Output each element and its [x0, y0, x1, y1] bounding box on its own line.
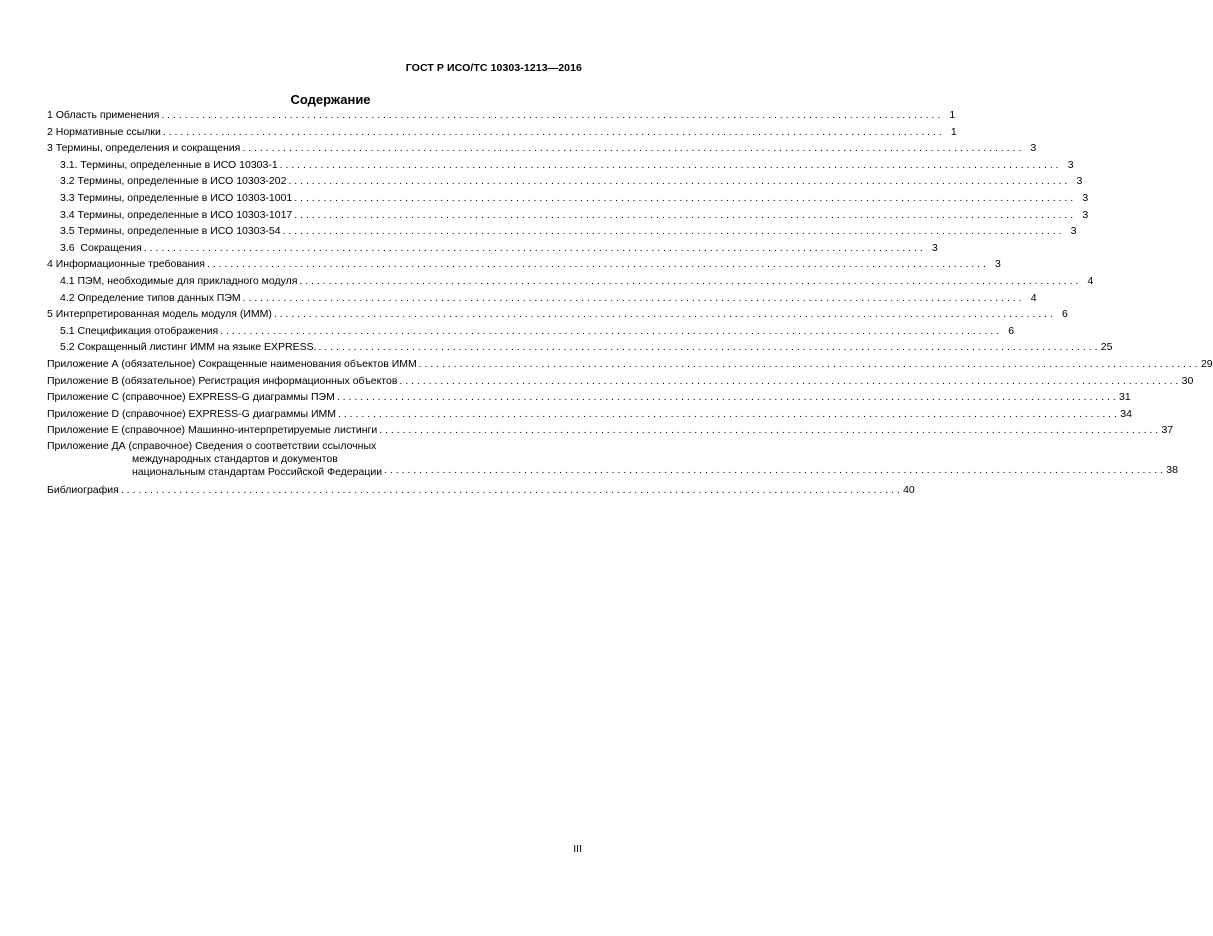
toc-entry-page: 6 [1061, 308, 1068, 321]
toc-entry-3-4[interactable] [47, 207, 1089, 224]
toc-entry-label: 5.1 Спецификация отображения [60, 324, 219, 337]
dot-leader [288, 173, 1067, 190]
toc-entry-bibliography[interactable] [47, 482, 915, 499]
toc-entry-page: 4 [1030, 291, 1037, 304]
dot-leader [384, 462, 1163, 479]
toc-entry-page: 29 [1200, 357, 1213, 370]
toc-entry-page: 3 [1070, 225, 1077, 238]
toc-entry-page: 30 [1181, 374, 1194, 387]
page-number: III [573, 843, 582, 855]
toc-entry-4-2[interactable] [47, 290, 1037, 307]
toc-entry-page: 1 [950, 125, 957, 138]
toc-entry-page: 40 [903, 483, 915, 496]
table-of-contents [47, 107, 1213, 498]
dot-leader [163, 124, 942, 141]
toc-entry-3-1[interactable] [47, 157, 1074, 174]
toc-entry-5[interactable] [47, 306, 1068, 323]
dot-leader [207, 256, 986, 273]
dot-leader [121, 482, 900, 499]
dot-leader [161, 107, 940, 124]
contents-title: Содержание [290, 92, 371, 107]
dot-leader [220, 323, 999, 340]
toc-entry-5-1[interactable] [47, 323, 1015, 340]
toc-entry-label: 3.5 Термины, определенные в ИСО 10303-54 [60, 225, 281, 238]
toc-entry-label: Приложение В (обязательное) Регистрация информационных объектов [47, 374, 398, 387]
dot-leader [242, 140, 1021, 157]
toc-entry-4-1[interactable] [47, 273, 1094, 290]
dot-leader [299, 273, 1078, 290]
toc-entry-appendix-e[interactable] [47, 422, 1174, 439]
toc-entry-label: Приложение А (обязательное) Сокращенные наименования объектов ИММ [47, 357, 417, 370]
toc-entry-label: Библиография [47, 483, 119, 496]
toc-entry-label: 4 Информационные требования [47, 258, 205, 271]
dot-leader [338, 406, 1117, 423]
toc-entry-label: 4.2 Определение типов данных ПЭМ [60, 291, 241, 304]
dot-leader [294, 207, 1073, 224]
toc-entry-2[interactable] [47, 124, 957, 141]
dot-leader [280, 157, 1059, 174]
toc-entry-appendix-d[interactable] [47, 406, 1132, 423]
toc-entry-page: 3 [1067, 158, 1074, 171]
toc-entry-tail [382, 462, 1178, 479]
toc-entry-page: 25 [1100, 341, 1113, 354]
toc-entry-appendix-da[interactable] [47, 439, 1178, 479]
toc-entry-3-5[interactable] [47, 223, 1077, 240]
toc-entry-3-6[interactable] [47, 240, 938, 257]
toc-entry-page: 4 [1087, 274, 1094, 287]
toc-entry-page: 6 [1008, 324, 1015, 337]
dot-leader [274, 306, 1053, 323]
toc-entry-label: 4.1 ПЭМ, необходимые для прикладного модуля [60, 274, 298, 287]
toc-entry-label-line2: международных стандартов и документов [132, 452, 338, 465]
dot-leader [337, 389, 1116, 406]
dot-leader [379, 422, 1158, 439]
toc-entry-label-line1: Приложение ДА (справочное) Сведения о соответствии ссылочных [47, 439, 377, 452]
document-code-header: ГОСТ Р ИСО/ТС 10303-1213—2016 [405, 62, 582, 74]
toc-entry-5-2[interactable] [47, 339, 1113, 356]
toc-entry-page: 37 [1161, 424, 1174, 437]
toc-entry-label: 3.1. Термины, определенные в ИСО 10303-1 [60, 158, 278, 171]
toc-entry-3-2[interactable] [47, 173, 1083, 190]
toc-entry-page: 34 [1120, 407, 1132, 420]
toc-entry-page: 3 [931, 241, 938, 254]
toc-entry-page: 3 [1076, 175, 1083, 188]
toc-entry-label: 3.3 Термины, определенные в ИСО 10303-1001 [60, 191, 293, 204]
toc-entry-label: 5 Интерпретированная модель модуля (ИММ) [47, 308, 272, 321]
dot-leader [294, 190, 1073, 207]
dot-leader [319, 339, 1098, 356]
toc-entry-page: 3 [1082, 208, 1089, 221]
toc-entry-label-line3: национальным стандартам Российской Федерации [132, 465, 383, 478]
toc-entry-label: 3.6 Сокращения [60, 241, 142, 254]
toc-entry-4[interactable] [47, 256, 1001, 273]
toc-entry-appendix-a[interactable] [47, 356, 1213, 373]
dot-leader [399, 373, 1178, 390]
toc-entry-label: 1 Область применения [47, 109, 160, 121]
dot-leader [144, 240, 923, 257]
toc-entry-label: 3 Термины, определения и сокращения [47, 142, 241, 155]
toc-entry-appendix-b[interactable] [47, 373, 1194, 390]
toc-entry-label: 3.4 Термины, определенные в ИСО 10303-1017 [60, 208, 293, 221]
toc-entry-page: 3 [1030, 142, 1037, 155]
toc-entry-1[interactable] [47, 107, 956, 124]
toc-entry-page: 38 [1166, 464, 1178, 477]
toc-entry-page: 1 [949, 109, 956, 121]
toc-entry-page: 31 [1119, 391, 1131, 404]
toc-entry-page: 3 [995, 258, 1001, 271]
toc-entry-appendix-c[interactable] [47, 389, 1131, 406]
toc-entry-3-3[interactable] [47, 190, 1089, 207]
dot-leader [419, 356, 1198, 373]
toc-entry-label: 3.2 Термины, определенные в ИСО 10303-202 [60, 175, 287, 188]
toc-entry-label: Приложение D (справочное) EXPRESS-G диаграммы ИММ [47, 407, 337, 420]
toc-entry-page: 3 [1082, 191, 1089, 204]
toc-entry-label: 2 Нормативные ссылки [47, 125, 161, 138]
toc-entry-label: Приложение С (справочное) EXPRESS-G диаграммы ПЭМ [47, 391, 335, 404]
dot-leader [283, 223, 1062, 240]
toc-entry-label: Приложение E (справочное) Машинно-интерпретируемые листинги [47, 424, 378, 437]
toc-entry-label: 5.2 Сокращенный листинг ИММ на языке EXPRESS. [60, 341, 317, 354]
dot-leader [243, 290, 1022, 307]
toc-entry-3[interactable] [47, 140, 1037, 157]
toc-entry-label [47, 440, 382, 479]
